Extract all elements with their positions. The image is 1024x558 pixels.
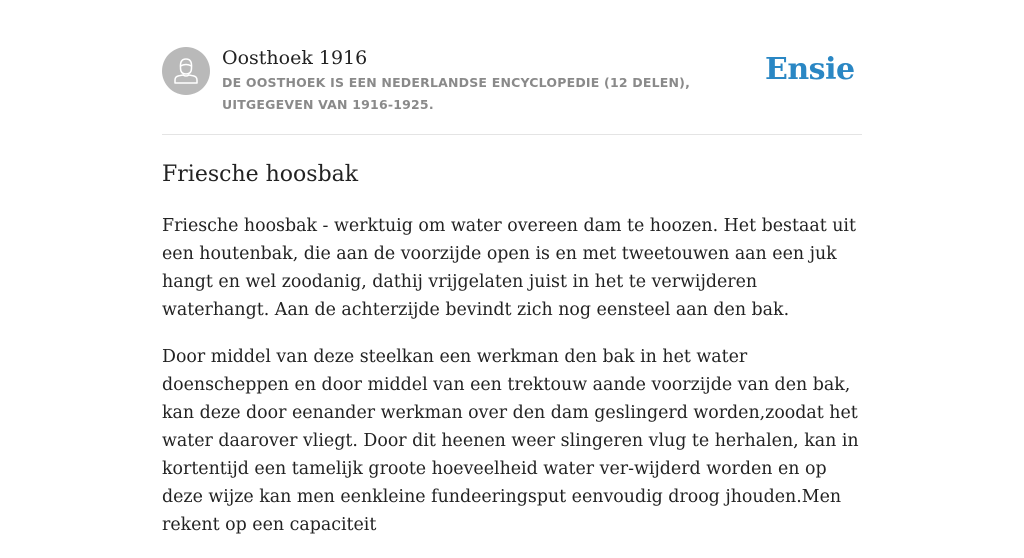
source-description: DE OOSTHOEK IS EEN NEDERLANDSE ENCYCLOPEDIE (12 DELEN), UITGEGEVEN VAN 1916-1925. [222,75,691,112]
article-title: Friesche hoosbak [162,162,359,187]
ensie-logo[interactable]: Ensie [765,52,855,87]
source-name[interactable]: Oosthoek 1916 [222,47,368,69]
source-header [162,0,862,135]
article-paragraph: Friesche hoosbak - werktuig om water overeen dam te hoozen. Het bestaat uit een houtenbak, die aan de voorzijde open is en met tweetouwen aan een juk hangt en wel zoodanig, dathij vrijgelaten juist in het te verwijderen waterhangt. Aan de achterzijde bevindt zich nog eensteel aan den bak. [162,216,856,320]
article-body [162,212,866,558]
user-silhouette-icon [162,47,210,95]
content-column [162,0,862,535]
avatar[interactable] [162,47,210,95]
article-paragraph: Door middel van deze steelkan een werkman den bak in het water doenscheppen en door middel van een trektouw aande voorzijde van den bak, kan deze door eenander werkman over den dam geslingerd worden,zoodat het water daarover vliegt. Door dit heenen weer slingeren vlug te herhalen, kan in kortentijd een tamelijk groote hoeveelheid water ver-wijderd worden en op deze wijze kan men eenkleine fundeeringsput eenvoudig droog jhouden.Men rekent op een capaciteit [162,347,859,535]
